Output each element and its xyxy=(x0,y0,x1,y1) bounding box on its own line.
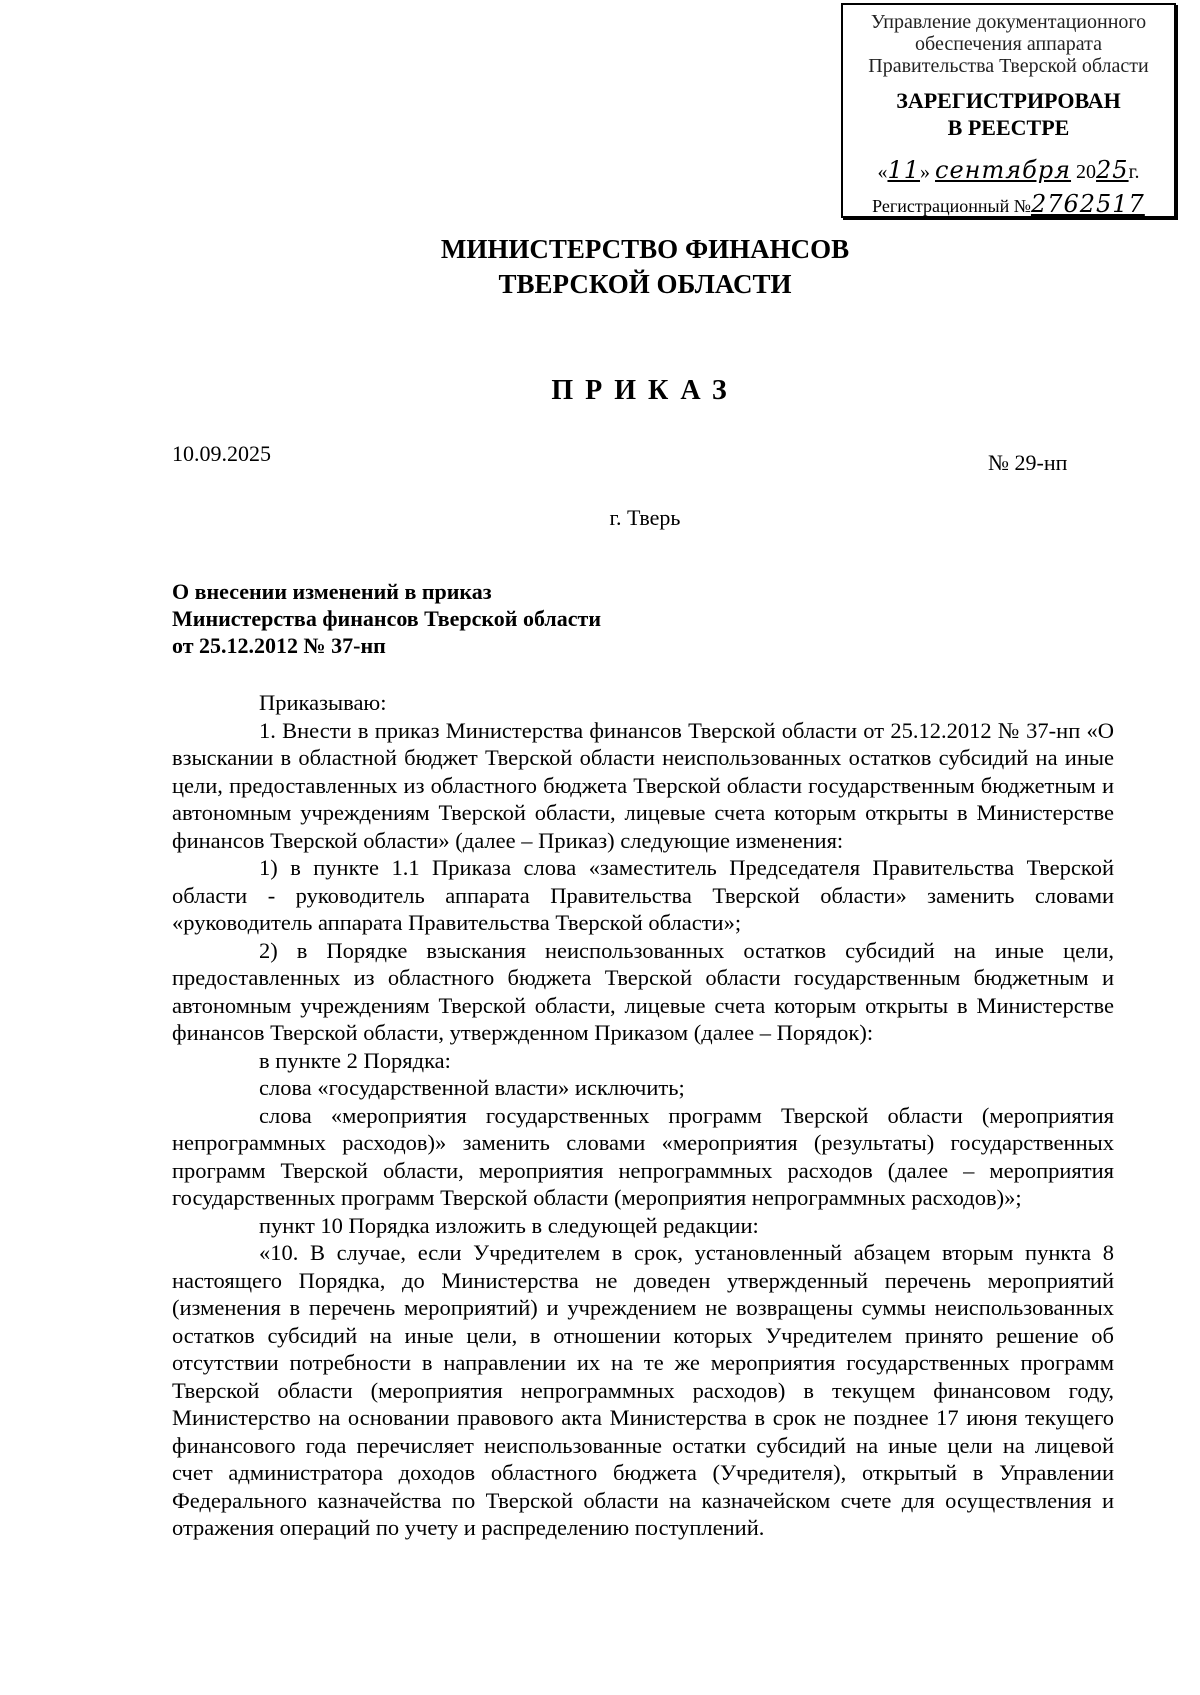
document-number: № 29-нп xyxy=(988,450,1068,475)
stamp-line-1: Управление документационного xyxy=(870,11,1147,33)
stamp-registered-line-2: В РЕЕСТРЕ xyxy=(947,115,1070,140)
stamp-reg-number: 2762517 xyxy=(1030,190,1145,218)
paragraph-5: слова «государственной власти» исключить; xyxy=(259,1075,685,1100)
stamp-reg-row xyxy=(843,191,1174,219)
document-subject xyxy=(172,578,601,659)
stamp-month: сентября xyxy=(935,156,1072,184)
ministry-title-line-1: МИНИСТЕРСТВО ФИНАНСОВ xyxy=(440,234,850,264)
stamp-date: «11» сентября 2025г. xyxy=(877,156,1140,184)
stamp-day: 11 xyxy=(887,156,921,184)
document-type: ПРИКАЗ xyxy=(551,375,739,406)
stamp-year-hand: 25 xyxy=(1096,156,1129,184)
document-date: 10.09.2025 xyxy=(172,441,271,466)
paragraph-1: 1. Внести в приказ Министерства финансов Тверской области от 25.12.2012 № 37-нп «О взыскании в областной бюджет Тверской области неиспользованных остатков субсидий на иные цели, предоставленных из областного бюджета Тверской области государственным бюджетным и автономным учреждениям Тверской области, лицевые счета которым открыты в Министерстве финансов Тверской области» (далее – Приказ) следующие изменения: xyxy=(172,717,1114,853)
registration-stamp xyxy=(841,3,1176,218)
paragraph-6: слова «мероприятия государственных программ Тверской области (мероприятия непрограммных расходов)» заменить словами «мероприятия (результаты) государственных программ Тверской области, мероприятия непрограммных расходов (далее – мероприятия государственных программ Тверской области (мероприятия непрограммных расходов)»; xyxy=(172,1102,1114,1210)
stamp-line-2: обеспечения аппарата xyxy=(915,33,1102,55)
paragraph-8: «10. В случае, если Учредителем в срок, установленный абзацем вторым пункта 8 настоящего Порядка, до Министерства не доведен утвержденный перечень мероприятий (изменения в перечень мероприятий) и учреждением не возвращены суммы неиспользованных остатков субсидий на иные цели, в отношении которых Учредителем принято решение об отсутствии потребности в направлении их на те же мероприятия государственных программ Тверской области (мероприятия непрограммных расходов) в текущем финансовом году, Министерство на основании правового акта Министерства в срок не позднее 17 июня текущего финансового года перечисляет неиспользованные остатки субсидий на иные цели на лицевой счет администратора доходов областного бюджета (Учредителя), открытый в Управлении Федерального казначейства по Тверской области на казначейском счете для осуществления и отражения операций по учету и распределению поступлений. xyxy=(172,1240,1114,1540)
stamp-registered-line-1: ЗАРЕГИСТРИРОВАН xyxy=(896,88,1121,113)
greeting: Приказываю: xyxy=(259,690,387,715)
stamp-line-3: Правительства Тверской области xyxy=(868,55,1149,77)
subject-line-1: О внесении изменений в приказ xyxy=(172,579,492,604)
subject-line-2: Министерства финансов Тверской области xyxy=(172,606,601,631)
subject-line-3: от 25.12.2012 № 37-нп xyxy=(172,633,386,658)
paragraph-3: 2) в Порядке взыскания неиспользованных остатков субсидий на иные цели, предоставленных из областного бюджета Тверской области государственным бюджетным и автономным учреждениям Тверской области, лицевые счета которым открыты в Министерстве финансов Тверской области, утвержденном Приказом (далее – Порядок): xyxy=(172,937,1114,1045)
stamp-registered xyxy=(843,87,1174,141)
paragraph-2: 1) в пункте 1.1 Приказа слова «заместитель Председателя Правительства Тверской области - руководитель аппарата Правительства Тверской области» заменить словами «руководитель аппарата Правительства Тверской области»; xyxy=(172,855,1114,935)
document-city: г. Тверь xyxy=(609,505,681,530)
ministry-title-line-2: ТВЕРСКОЙ ОБЛАСТИ xyxy=(498,269,792,299)
ministry-title xyxy=(0,232,1200,302)
stamp-year-prefix: 20 xyxy=(1076,161,1097,183)
document-body xyxy=(172,689,1114,1542)
paragraph-7: пункт 10 Порядка изложить в следующей редакции: xyxy=(259,1212,759,1238)
stamp-reg-label: Регистрационный № xyxy=(872,196,1031,216)
paragraph-4: в пункте 2 Порядка: xyxy=(259,1047,451,1073)
stamp-year-suffix: г. xyxy=(1128,161,1140,183)
